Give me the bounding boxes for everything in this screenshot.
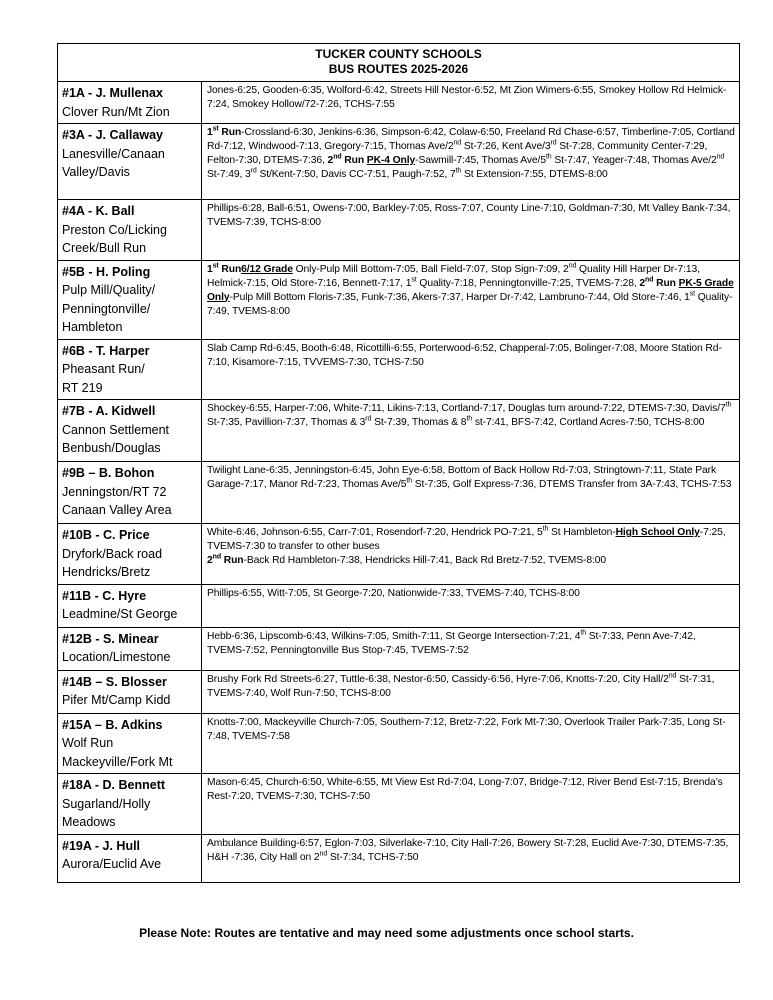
footer-note: Please Note: Routes are tentative and may need some adjustments once school starts. <box>139 926 634 940</box>
route-area: Pifer Mt/Camp Kidd <box>62 693 171 707</box>
route-area: Jenningston/RT 72 <box>62 484 167 499</box>
table-row <box>58 713 740 774</box>
run-grade-note: 6/12 Grade <box>241 263 293 275</box>
route-area: Lanesville/Canaan <box>62 146 165 161</box>
table-row <box>58 584 740 627</box>
table-row <box>58 339 740 400</box>
route-area: Penningtonville/ <box>62 301 151 316</box>
route-area: Mackeyville/Fork Mt <box>62 754 173 769</box>
route-id: #3A - J. Callaway <box>62 128 163 142</box>
route-stops: Brushy Fork Rd Streets-6:27, Tuttle-6:38, Nestor-6:50, Cassidy-6:56, Hyre-7:06, Knotts-7:20, City Hall/2nd St-7:31, TVEMS-7:40, Wolf Run-7:50, TCHS-8:00 <box>202 670 740 713</box>
route-area: Sugarland/Holly <box>62 796 151 811</box>
route-area: Cannon Settlement <box>62 422 170 437</box>
second-run-label: 2nd Run <box>207 553 244 566</box>
table-row <box>58 462 740 524</box>
route-area: Hambleton <box>62 320 123 334</box>
table-row <box>58 260 740 339</box>
route-cell <box>58 670 202 713</box>
table-row <box>58 200 740 261</box>
route-cell <box>58 462 202 524</box>
route-area: Dryfork/Back road <box>62 546 163 561</box>
first-run-label: 1st Run <box>207 262 242 275</box>
route-stops: Hebb-6:36, Lipscomb-6:43, Wilkins-7:05, Smith-7:11, St George Intersection-7:21, 4th St-7:33, Penn Ave-7:42, TVEMS-7:52, Penningtonville Bus Stop-7:45, TVEMS-7:52 <box>202 627 740 670</box>
first-run-label: 1st Run <box>207 125 242 138</box>
table-row <box>58 124 740 200</box>
route-stops: Twilight Lane-6:35, Jenningston-6:45, John Eye-6:58, Bottom of Back Hollow Rd-7:03, Stringtown-7:11, State Park Garage-7:17, Manor Rd-7:23, Thomas Ave/5th St-7:35, Golf Express-7:36, DTEMS Transfer from 3A-7:43, TCHS-7:53 <box>202 462 740 524</box>
route-id: #1A - J. Mullenax <box>62 86 163 100</box>
route-cell <box>58 339 202 400</box>
route-stops: White-6:46, Johnson-6:55, Carr-7:01, Rosendorf-7:20, Hendrick PO-7:21, 5th St Hambleton-High School Only-7:25, TVEMS-7:30 to transfer to other buses 2nd Run-Back Rd Hambleton-7:38, Hendricks Hill-7:41, Back Rd Bretz-7:52, TVEMS-8:00 <box>202 524 740 585</box>
table-row <box>58 400 740 462</box>
route-cell <box>58 400 202 462</box>
table-row <box>58 82 740 124</box>
route-area: Location/Limestone <box>62 650 171 664</box>
table-row <box>58 834 740 882</box>
route-id: #19A - J. Hull <box>62 838 141 853</box>
route-id: #10B - C. Price <box>62 528 150 542</box>
route-cell <box>58 200 202 261</box>
route-cell <box>58 627 202 670</box>
route-cell <box>58 774 202 835</box>
table-row <box>58 627 740 670</box>
route-area: Benbush/Douglas <box>62 441 161 455</box>
second-run-label: 2nd Run <box>327 153 365 166</box>
table-row <box>58 524 740 585</box>
route-stops: Phillips-6:55, Witt-7:05, St George-7:20, Nationwide-7:33, TVEMS-7:40, TCHS-8:00 <box>202 584 740 627</box>
table-row <box>58 774 740 835</box>
route-cell <box>58 713 202 774</box>
route-id: #15A – B. Adkins <box>62 717 163 732</box>
table-title <box>58 44 740 82</box>
route-stops: 1st Run-Crossland-6:30, Jenkins-6:36, Simpson-6:42, Colaw-6:50, Freeland Rd Chase-6:57, Timberline-7:05, Cortland Rd-7:12, Windwood-7:13, Gregory-7:15, Thomas Ave/2nd St-7:26, Kent Ave/3rd St-7:28, Community Center-7:29, Felton-7:30, DTEMS-7:36, 2nd Run PK-4 Only-Sawmill-7:45, Thomas Ave/5th St-7:47, Yeager-7:48, Thomas Ave/2nd St-7:49, 3rd St/Kent-7:50, Davis CC-7:51, Paugh-7:52, 7th St Extension-7:55, DTEMS-8:00 <box>202 124 740 200</box>
route-cell <box>58 82 202 124</box>
route-id: #4A - K. Ball <box>62 204 135 218</box>
route-area: RT 219 <box>62 380 103 395</box>
second-run-label: 2nd Run <box>639 276 676 289</box>
route-stops: Slab Camp Rd-6:45, Booth-6:48, Ricottilli-6:55, Porterwood-6:52, Chapperal-7:05, Bolinger-7:08, Moore Station Rd-7:10, Kisamore-7:15, TVVEMS-7:30, TCHS-7:50 <box>202 339 740 400</box>
route-stops: Mason-6:45, Church-6:50, White-6:55, Mt View Est Rd-7:04, Long-7:07, Bridge-7:12, River Bend Est-7:15, Brenda’s Rest-7:20, TVEMS-7:30, TCHS-7:50 <box>202 774 740 835</box>
route-area: Creek/Bull Run <box>62 241 147 255</box>
route-cell <box>58 124 202 200</box>
route-stops: Knotts-7:00, Mackeyville Church-7:05, Southern-7:12, Bretz-7:22, Fork Mt-7:30, Overlook Trailer Park-7:35, Long St-7:48, TVEMS-7:58 <box>202 713 740 774</box>
route-id: #11B - C. Hyre <box>62 588 147 603</box>
route-id: #9B – B. Bohon <box>62 466 155 480</box>
route-cell <box>58 834 202 882</box>
run-grade-note: PK-5 Grade Only <box>207 277 734 303</box>
run-grade-note: High School Only <box>615 527 700 538</box>
route-area: Meadows <box>62 815 116 829</box>
route-area: Aurora/Euclid Ave <box>62 857 162 871</box>
document-subtitle: BUS ROUTES 2025-2026 <box>328 62 469 76</box>
route-id: #18A - D. Bennett <box>62 778 166 792</box>
document-title: TUCKER COUNTY SCHOOLS <box>315 47 482 61</box>
route-id: #6B - T. Harper <box>62 343 150 358</box>
route-id: #5B - H. Poling <box>62 264 151 279</box>
route-area: Pheasant Run/ <box>62 362 145 376</box>
route-area: Valley/Davis <box>62 165 130 179</box>
table-title-row <box>58 44 740 82</box>
route-area: Preston Co/Licking <box>62 222 167 237</box>
route-id: #12B - S. Minear <box>62 631 159 646</box>
route-area: Hendricks/Bretz <box>62 565 151 579</box>
route-stops: Phillips-6:28, Ball-6:51, Owens-7:00, Barkley-7:05, Ross-7:07, County Line-7:10, Goldman-7:30, Mt Valley Bank-7:34, TVEMS-7:39, TCHS-8:00 <box>202 200 740 261</box>
route-stops: Ambulance Building-6:57, Eglon-7:03, Silverlake-7:10, City Hall-7:26, Bowery St-7:28, Euclid Ave-7:30, DTEMS-7:35, H&H -7:36, City Hall on 2nd St-7:34, TCHS-7:50 <box>202 834 740 882</box>
route-cell <box>58 584 202 627</box>
bus-routes-table <box>57 43 740 883</box>
route-area: Clover Run/Mt Zion <box>62 104 170 119</box>
route-area: Wolf Run <box>62 736 114 750</box>
route-stops: Jones-6:25, Gooden-6:35, Wolford-6:42, Streets Hill Nestor-6:52, Mt Zion Wimers-6:55, Smokey Hollow Rd Helmick-7:24, Smokey Hollow/72-7:26, TCHS-7:55 <box>202 82 740 124</box>
route-area: Leadmine/St George <box>62 607 178 621</box>
table-row <box>58 670 740 713</box>
route-id: #7B - A. Kidwell <box>62 404 156 418</box>
bus-routes-sheet <box>57 43 739 883</box>
route-cell <box>58 524 202 585</box>
route-stops: 1st Run6/12 Grade Only-Pulp Mill Bottom-7:05, Ball Field-7:07, Stop Sign-7:09, 2nd Quality Hill Harper Dr-7:13, Helmick-7:15, Old Store-7:16, Bennett-7:17, 1st Quality-7:18, Penningtonville-7:25, TVEMS-7:28, 2nd Run PK-5 Grade Only-Pulp Mill Bottom Floris-7:35, Funk-7:36, Akers-7:37, Harper Dr-7:42, Lambruno-7:44, Old Store-7:46, 1st Quality-7:49, TVEMS-8:00 <box>202 260 740 339</box>
route-id: #14B – S. Blosser <box>62 674 167 689</box>
route-area: Pulp Mill/Quality/ <box>62 283 156 297</box>
route-stops: Shockey-6:55, Harper-7:06, White-7:11, Likins-7:13, Cortland-7:17, Douglas turn around-7:22, DTEMS-7:30, Davis/7th St-7:35, Pavillion-7:37, Thomas & 3rd St-7:39, Thomas & 8th st-7:41, BFS-7:42, Cortland Acres-7:50, TCHS-8:00 <box>202 400 740 462</box>
route-area: Canaan Valley Area <box>62 503 172 517</box>
run-grade-note: PK-4 Only <box>366 155 416 166</box>
route-cell <box>58 260 202 339</box>
